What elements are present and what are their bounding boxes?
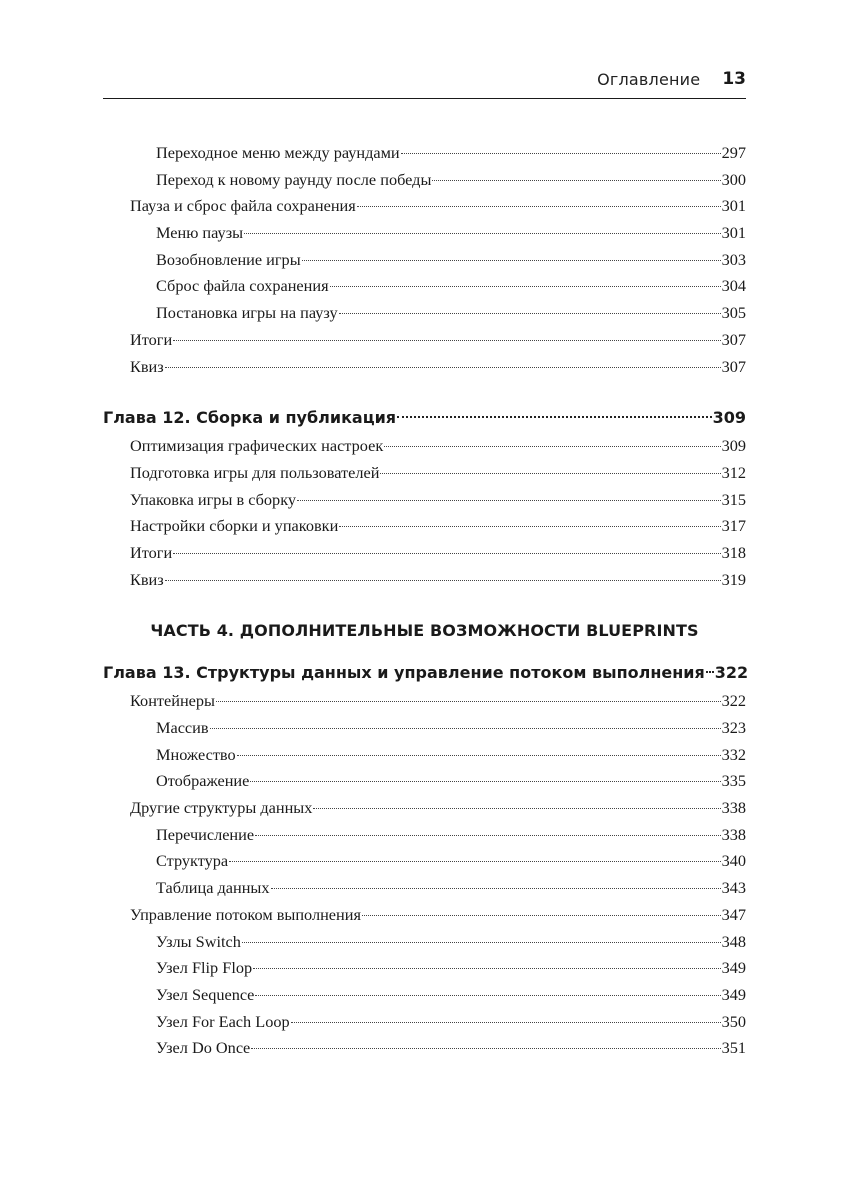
toc-chapter-12[interactable] — [103, 403, 746, 433]
toc-chapter-page: 309 — [712, 408, 746, 428]
toc-entry[interactable] — [103, 487, 746, 514]
toc-section-chapter12 — [103, 433, 746, 593]
toc-entry-title: Узел For Each Loop — [156, 1011, 290, 1031]
leader-dots — [397, 416, 712, 418]
toc-entry-title: Перечисление — [156, 824, 255, 844]
toc-entry-page: 304 — [721, 276, 746, 296]
toc-entry-title: Итоги — [130, 542, 173, 562]
toc-entry-page: 300 — [721, 169, 746, 189]
toc-entry[interactable] — [103, 460, 746, 487]
toc-entry-title: Меню паузы — [156, 223, 244, 243]
toc-entry[interactable] — [103, 902, 746, 929]
toc-entry-title: Управление потоком выполнения — [130, 904, 361, 924]
toc-entry-page: 318 — [721, 542, 746, 562]
leader-dots — [384, 446, 720, 447]
toc-entry-page: 322 — [721, 691, 746, 711]
toc-entry-page: 349 — [721, 984, 746, 1004]
toc-entry-title: Узел Do Once — [156, 1038, 251, 1058]
header-title: Оглавление — [597, 69, 701, 89]
toc-entry[interactable] — [103, 300, 746, 327]
toc-entry-page: 335 — [721, 771, 746, 791]
toc-entry[interactable] — [103, 715, 746, 742]
toc-entry-title: Упаковка игры в сборку — [130, 489, 297, 509]
toc-entry[interactable] — [103, 167, 746, 194]
toc-entry[interactable] — [103, 140, 746, 167]
toc-entry-title: Узел Flip Flop — [156, 958, 253, 978]
toc-entry-title: Оптимизация графических настроек — [130, 436, 384, 456]
toc-part-4: ЧАСТЬ 4. ДОПОЛНИТЕЛЬНЫЕ ВОЗМОЖНОСТИ BLUEPRINTS — [150, 621, 699, 641]
toc-entry[interactable] — [103, 822, 746, 849]
toc-entry-title: Массив — [156, 718, 209, 737]
toc-entry-title: Настройки сборки и упаковки — [130, 516, 339, 536]
toc-entry-title: Узлы Switch — [156, 931, 241, 951]
toc-entry-page: 350 — [721, 1011, 746, 1031]
leader-dots — [251, 1048, 720, 1049]
toc-entry-title: Таблица данных — [156, 878, 270, 898]
leader-dots — [271, 888, 721, 889]
toc-entry[interactable] — [103, 768, 746, 795]
toc-entry-page: 343 — [721, 878, 746, 898]
leader-dots — [173, 553, 720, 554]
toc-entry[interactable] — [103, 848, 746, 875]
toc-entry-page: 315 — [721, 489, 746, 509]
toc-entry-page: 349 — [721, 958, 746, 978]
toc-entry[interactable] — [103, 1035, 746, 1062]
toc-entry-title: Итоги — [130, 329, 173, 349]
toc-entry-page: 338 — [721, 798, 746, 818]
toc-entry[interactable] — [103, 688, 746, 715]
toc-entry-page: 307 — [721, 356, 746, 376]
toc-entry-title: Пауза и сброс файла сохранения — [130, 196, 356, 216]
leader-dots — [297, 500, 721, 501]
toc-entry[interactable] — [103, 354, 746, 381]
toc-entry-title: Постановка игры на паузу — [156, 303, 338, 323]
leader-dots — [229, 861, 720, 862]
header-page-number: 13 — [722, 69, 746, 89]
toc-entry[interactable] — [103, 540, 746, 567]
leader-dots — [330, 286, 721, 287]
toc-entry[interactable] — [103, 955, 746, 982]
toc-entry-title: Структура — [156, 851, 229, 871]
toc-entry[interactable] — [103, 513, 746, 540]
toc-entry-page: 317 — [721, 516, 746, 536]
toc-entry-title: Отображение — [156, 771, 250, 791]
toc-entry[interactable] — [103, 742, 746, 769]
toc-entry-page: 301 — [721, 223, 746, 243]
toc-entry-page: 307 — [721, 329, 746, 349]
toc-entry-page: 332 — [721, 744, 746, 764]
toc-entry-page: 338 — [721, 824, 746, 844]
toc-entry-page: 301 — [721, 196, 746, 216]
leader-dots — [339, 526, 720, 527]
leader-dots — [165, 367, 721, 368]
leader-dots — [255, 835, 721, 836]
leader-dots — [339, 313, 721, 314]
running-header — [103, 60, 746, 99]
toc-entry-page: 312 — [721, 462, 746, 482]
leader-dots — [255, 995, 720, 996]
toc-entry[interactable] — [103, 273, 746, 300]
leader-dots — [237, 755, 721, 756]
toc-entry[interactable] — [103, 982, 746, 1009]
toc-entry-page: 347 — [721, 904, 746, 924]
leader-dots — [302, 260, 721, 261]
toc-entry[interactable] — [103, 247, 746, 274]
toc-entry-title: Контейнеры — [130, 691, 215, 711]
leader-dots — [706, 671, 714, 673]
leader-dots — [173, 340, 720, 341]
toc-entry-title: Переходное меню между раундами — [156, 143, 400, 162]
toc-section-chapter11-tail — [103, 140, 746, 380]
toc-entry-page: 323 — [721, 718, 746, 737]
toc-entry-title: Квиз — [130, 356, 164, 376]
toc-entry-page: 297 — [721, 143, 746, 162]
toc-entry-title: Другие структуры данных — [130, 798, 313, 818]
toc-chapter-title: Глава 13. Структуры данных и управление потоком выполнения — [103, 663, 705, 683]
toc-entry[interactable] — [103, 567, 746, 594]
toc-entry-title: Возобновление игры — [156, 249, 301, 269]
toc-entry[interactable] — [103, 929, 746, 956]
leader-dots — [362, 915, 721, 916]
toc-section-chapter13 — [103, 688, 746, 1062]
toc-entry-title: Переход к новому раунду после победы — [156, 169, 432, 189]
leader-dots — [357, 206, 721, 207]
leader-dots — [250, 781, 720, 782]
leader-dots — [244, 233, 721, 234]
toc-entry-title: Квиз — [130, 569, 164, 589]
toc-entry-page: 319 — [721, 569, 746, 589]
leader-dots — [380, 473, 720, 474]
leader-dots — [432, 180, 720, 181]
toc-entry-page: 303 — [721, 249, 746, 269]
leader-dots — [216, 701, 721, 702]
toc-entry-title: Узел Sequence — [156, 984, 255, 1004]
toc-entry-page: 305 — [721, 303, 746, 323]
leader-dots — [313, 808, 720, 809]
toc-entry-title: Сброс файла сохранения — [156, 276, 329, 296]
toc-entry-title: Множество — [156, 744, 236, 764]
toc-entry-page: 309 — [721, 436, 746, 456]
toc-entry[interactable] — [103, 875, 746, 902]
toc-entry[interactable] — [103, 193, 746, 220]
toc-entry[interactable] — [103, 327, 746, 354]
leader-dots — [242, 942, 721, 943]
toc-entry-title: Подготовка игры для пользователей — [130, 462, 380, 482]
toc-entry[interactable] — [103, 795, 746, 822]
toc-entry-page: 340 — [721, 851, 746, 871]
table-of-contents — [103, 140, 749, 1062]
toc-entry[interactable] — [103, 433, 746, 460]
leader-dots — [253, 968, 720, 969]
toc-entry[interactable] — [103, 1009, 746, 1036]
leader-dots — [401, 153, 721, 154]
toc-chapter-13[interactable] — [103, 658, 749, 688]
toc-entry-page: 348 — [721, 931, 746, 951]
toc-chapter-title: Глава 12. Сборка и публикация — [103, 408, 397, 428]
leader-dots — [291, 1022, 721, 1023]
toc-chapter-page: 322 — [714, 663, 749, 683]
toc-entry[interactable] — [103, 220, 746, 247]
leader-dots — [165, 580, 721, 581]
toc-entry-page: 351 — [721, 1038, 746, 1058]
leader-dots — [210, 728, 721, 729]
